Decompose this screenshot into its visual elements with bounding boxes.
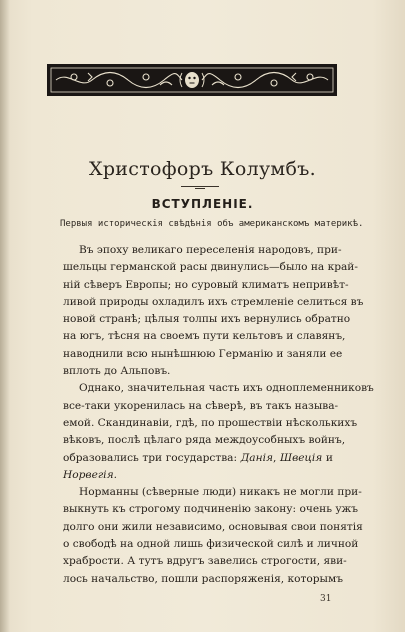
country-sweden: Швеція bbox=[279, 451, 323, 464]
country-denmark: Данія bbox=[240, 451, 273, 464]
text-line: новой странѣ; цѣлыя толпы ихъ вернулись обратно bbox=[63, 313, 351, 326]
text-line: наводнили всю нынѣшнюю Германію и заняли ее bbox=[63, 347, 343, 360]
text-fragment: . bbox=[113, 468, 117, 481]
country-norway: Норвегія bbox=[63, 468, 114, 481]
text-line: долго они жили независимо, основывая свои понятія bbox=[63, 520, 363, 533]
title-divider bbox=[181, 186, 219, 189]
text-line: о свободѣ на одной лишь физической силѣ и личной bbox=[63, 538, 359, 551]
text-line bbox=[63, 467, 333, 484]
text-line: лось начальство, пошли распоряженія, которымъ bbox=[63, 572, 343, 585]
text-line: храбрости. А тутъ вдругъ завелись строгости, яви- bbox=[63, 555, 347, 568]
chapter-title: Христофоръ Колумбъ. bbox=[89, 158, 316, 180]
text-line: на югъ, тѣсня на своемъ пути кельтовъ и славянъ, bbox=[63, 330, 346, 343]
body-text bbox=[63, 242, 374, 588]
page-gutter-shadow bbox=[0, 0, 10, 632]
text-line: ній сѣверъ Европы; но суровый климатъ непривѣт- bbox=[63, 278, 349, 291]
section-subtitle: Первыя историческія свѣдѣнія объ американскомъ материкѣ. bbox=[60, 219, 364, 229]
text-line: выкнуть къ строгому подчиненію закону: очень ужъ bbox=[63, 503, 359, 516]
text-fragment: и bbox=[322, 451, 333, 464]
ornament-icon bbox=[48, 65, 336, 95]
text-line bbox=[63, 450, 333, 467]
text-line: Однако, значительная часть ихъ одноплеменниковъ bbox=[79, 382, 374, 395]
text-fragment: образовались три государства: bbox=[63, 451, 241, 464]
text-line: вѣковъ, послѣ цѣлаго ряда междоусобныхъ войнъ, bbox=[63, 434, 346, 447]
ornamental-headpiece bbox=[47, 64, 337, 96]
text-line: Въ эпоху великаго переселенія народовъ, при- bbox=[79, 244, 342, 256]
text-line: все-таки укоренилась на сѣверѣ, въ такъ называ- bbox=[63, 399, 339, 412]
text-line: емой. Скандинавіи, гдѣ, по прошествіи нѣсколькихъ bbox=[63, 416, 358, 429]
text-line: ливой природы охладилъ ихъ стремленіе селиться въ bbox=[63, 295, 364, 308]
text-line: вплоть до Альповъ. bbox=[63, 365, 171, 378]
text-line: шельцы германской расы двинулись—было на край- bbox=[63, 261, 358, 274]
text-fragment: , bbox=[273, 451, 280, 464]
text-line: Норманны (сѣверные люди) никакъ не могли при- bbox=[79, 486, 362, 499]
page-number: 31 bbox=[320, 594, 332, 604]
section-heading: ВСТУПЛЕНІЕ. bbox=[151, 197, 254, 211]
